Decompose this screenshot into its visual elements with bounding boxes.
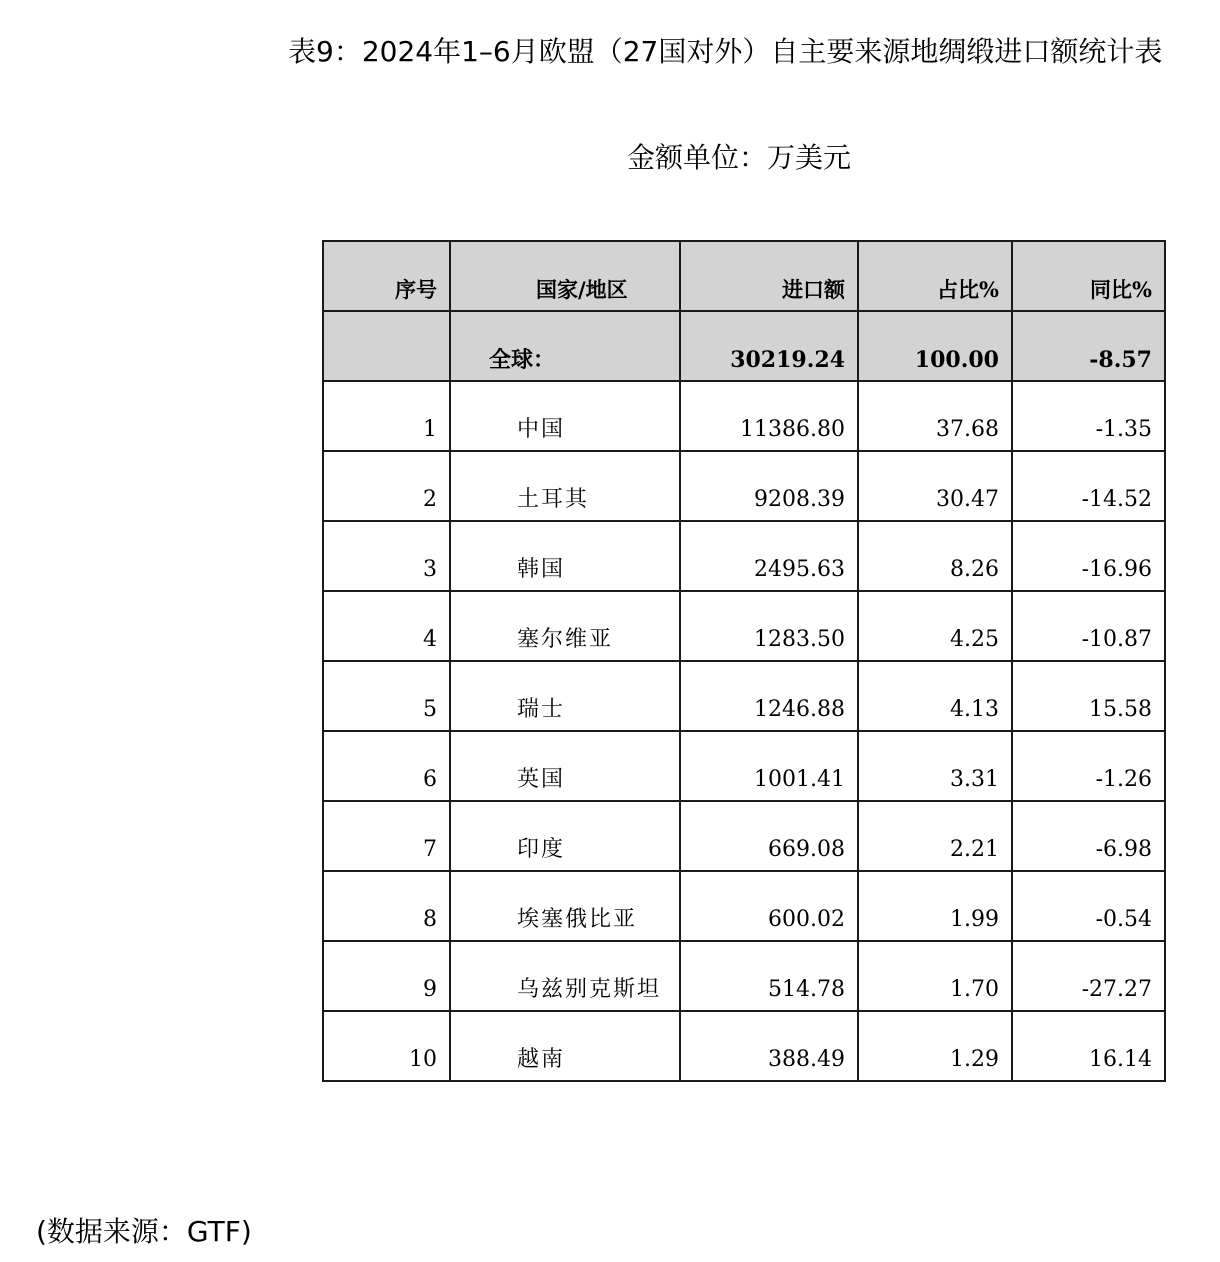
row-amount-cell: 514.78 xyxy=(680,941,858,1011)
total-label-cell: 全球： xyxy=(450,311,680,381)
row-share-cell: 4.25 xyxy=(858,591,1012,661)
row-amount-cell: 669.08 xyxy=(680,801,858,871)
row-share-cell: 1.29 xyxy=(858,1011,1012,1081)
amount-unit-note: 金额单位：万美元 xyxy=(627,141,852,174)
header-share: 占比% xyxy=(858,241,1012,311)
row-amount-cell: 1001.41 xyxy=(680,731,858,801)
row-share-cell: 3.31 xyxy=(858,731,1012,801)
row-amount-cell: 2495.63 xyxy=(680,521,858,591)
row-amount-cell: 1246.88 xyxy=(680,661,858,731)
row-region-cell: 韩国 xyxy=(450,521,680,591)
row-share-cell: 1.70 xyxy=(858,941,1012,1011)
header-region: 国家/地区 xyxy=(450,241,680,311)
row-index-cell: 10 xyxy=(323,1011,450,1081)
row-amount-cell: 600.02 xyxy=(680,871,858,941)
row-yoy-cell: -10.87 xyxy=(1012,591,1165,661)
table-row xyxy=(323,731,1165,801)
header-yoy: 同比% xyxy=(1012,241,1165,311)
row-region-cell: 埃塞俄比亚 xyxy=(450,871,680,941)
total-index-cell xyxy=(323,311,450,381)
row-share-cell: 4.13 xyxy=(858,661,1012,731)
row-yoy-cell: -6.98 xyxy=(1012,801,1165,871)
row-yoy-cell: -14.52 xyxy=(1012,451,1165,521)
table-row xyxy=(323,381,1165,451)
row-region-cell: 瑞士 xyxy=(450,661,680,731)
document-title: 表9：2024年1–6月欧盟（27国对外）自主要来源地绸缎进口额统计表 xyxy=(288,35,1163,68)
row-share-cell: 1.99 xyxy=(858,871,1012,941)
row-index-cell: 8 xyxy=(323,871,450,941)
row-index-cell: 7 xyxy=(323,801,450,871)
row-share-cell: 30.47 xyxy=(858,451,1012,521)
table-row xyxy=(323,591,1165,661)
row-region-cell: 土耳其 xyxy=(450,451,680,521)
table-row xyxy=(323,521,1165,591)
table-header-row xyxy=(323,241,1165,311)
total-share-cell: 100.00 xyxy=(858,311,1012,381)
table-row xyxy=(323,661,1165,731)
table-row xyxy=(323,801,1165,871)
row-region-cell: 印度 xyxy=(450,801,680,871)
row-yoy-cell: -0.54 xyxy=(1012,871,1165,941)
row-yoy-cell: -1.26 xyxy=(1012,731,1165,801)
row-region-cell: 越南 xyxy=(450,1011,680,1081)
row-index-cell: 1 xyxy=(323,381,450,451)
header-index: 序号 xyxy=(323,241,450,311)
table-row xyxy=(323,941,1165,1011)
row-yoy-cell: -27.27 xyxy=(1012,941,1165,1011)
header-amount: 进口额 xyxy=(680,241,858,311)
import-statistics-table xyxy=(322,240,1166,1082)
row-yoy-cell: 15.58 xyxy=(1012,661,1165,731)
row-amount-cell: 9208.39 xyxy=(680,451,858,521)
row-yoy-cell: 16.14 xyxy=(1012,1011,1165,1081)
row-index-cell: 3 xyxy=(323,521,450,591)
row-amount-cell: 1283.50 xyxy=(680,591,858,661)
row-yoy-cell: -1.35 xyxy=(1012,381,1165,451)
table-total-row xyxy=(323,311,1165,381)
row-share-cell: 2.21 xyxy=(858,801,1012,871)
row-region-cell: 英国 xyxy=(450,731,680,801)
data-source-note: (数据来源：GTF) xyxy=(36,1215,252,1248)
total-amount-cell: 30219.24 xyxy=(680,311,858,381)
row-index-cell: 2 xyxy=(323,451,450,521)
row-index-cell: 9 xyxy=(323,941,450,1011)
row-region-cell: 塞尔维亚 xyxy=(450,591,680,661)
total-yoy-cell: -8.57 xyxy=(1012,311,1165,381)
row-index-cell: 5 xyxy=(323,661,450,731)
table-row xyxy=(323,451,1165,521)
row-yoy-cell: -16.96 xyxy=(1012,521,1165,591)
row-amount-cell: 388.49 xyxy=(680,1011,858,1081)
table-row xyxy=(323,871,1165,941)
table-row xyxy=(323,1011,1165,1081)
row-index-cell: 4 xyxy=(323,591,450,661)
row-index-cell: 6 xyxy=(323,731,450,801)
row-share-cell: 8.26 xyxy=(858,521,1012,591)
row-region-cell: 中国 xyxy=(450,381,680,451)
row-share-cell: 37.68 xyxy=(858,381,1012,451)
row-amount-cell: 11386.80 xyxy=(680,381,858,451)
row-region-cell: 乌兹别克斯坦 xyxy=(450,941,680,1011)
